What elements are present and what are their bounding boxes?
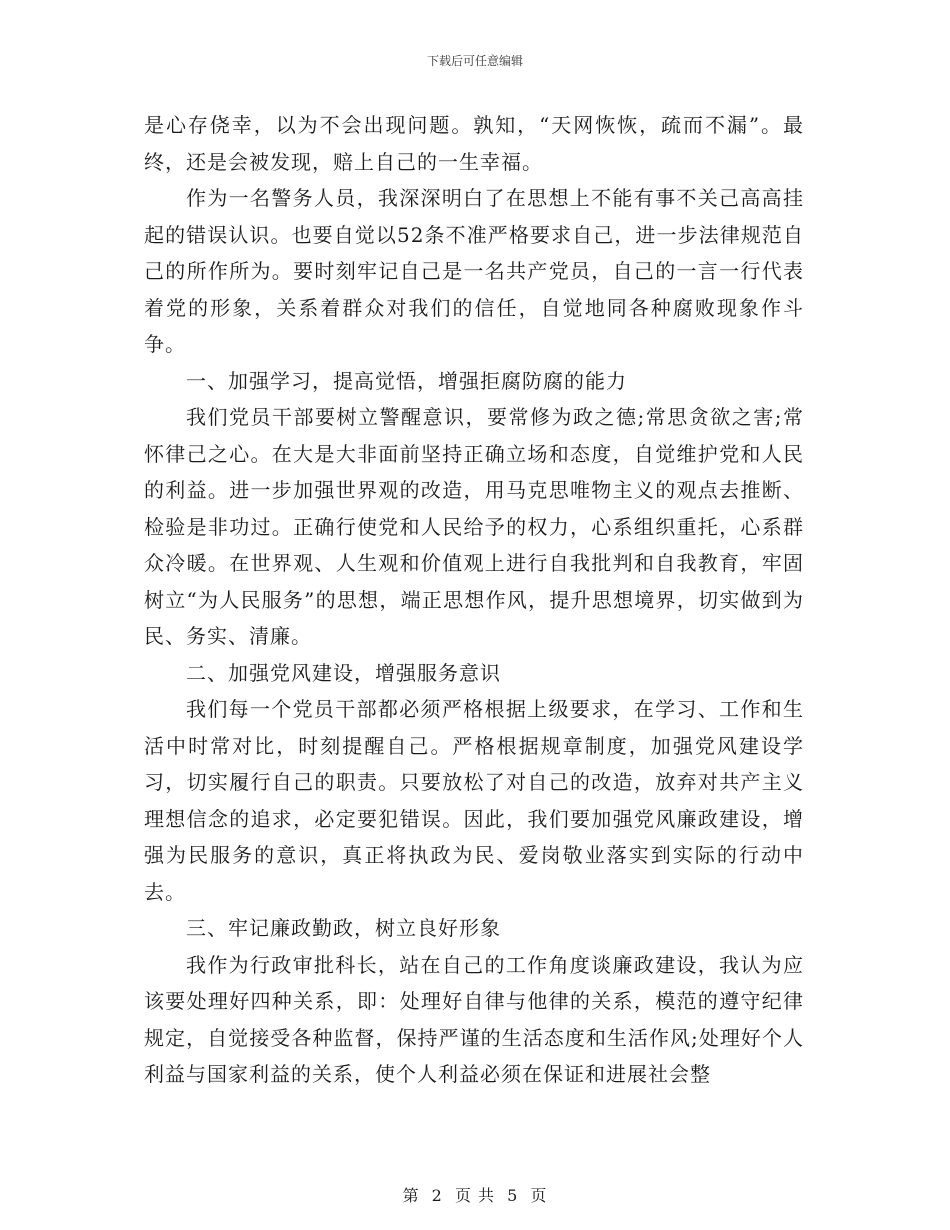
page-label-mid: 页 共: [454, 1186, 496, 1205]
page-header-note: 下载后可任意编辑: [426, 54, 523, 68]
page-footer: [0, 1183, 950, 1206]
section-heading-1: 一、加强学习，提高觉悟，增强拒腐防腐的能力: [186, 368, 627, 393]
page-label-prefix: 第: [402, 1186, 420, 1205]
page-current: 2: [431, 1186, 443, 1205]
paragraph: 我们每一个党员干部都必须严格根据上级要求，在学习、工作和生活中时常对比，时刻提醒自己。严格根据规章制度，加强党风建设学习，切实履行自己的职责。只要放松了对自己的改造，放弃对共产主义理想信念的追求，必定要犯错误。因此，我们要加强党风廉政建设，增强为民服务的意识，真正将执政为民、爱岗敬业落实到实际的行动中去。: [144, 697, 804, 904]
paragraph: 作为一名警务人员，我深深明白了在思想上不能有事不关己高高挂起的错误认识。也要自觉以52条不准严格要求自己，进一步法律规范自己的所作所为。要时刻牢记自己是一名共产党员，自己的一言一行代表着党的形象，关系着群众对我们的信任，自觉地同各种腐败现象作斗争。: [144, 186, 804, 356]
page-label-suffix: 页: [530, 1186, 548, 1205]
document-body: [144, 107, 804, 1093]
paragraph: 我们党员干部要树立警醒意识，要常修为政之德;常思贪欲之害;常怀律己之心。在大是大非面前坚持正确立场和态度，自觉维护党和人民的利益。进一步加强世界观的改造，用马克思唯物主义的观点去推断、检验是非功过。正确行使党和人民给予的权力，心系组织重托，心系群众冷暖。在世界观、人生观和价值观上进行自我批判和自我教育，牢固树立“为人民服务”的思想，端正思想作风，提升思想境界，切实做到为民、务实、清廉。: [144, 405, 804, 648]
paragraph-continuation: 是心存侥幸，以为不会出现问题。孰知，“天网恢恢，疏而不漏”。最终，还是会被发现，赔上自己的一生幸福。: [144, 113, 804, 174]
section-heading-3: 三、牢记廉政勤政，树立良好形象: [186, 916, 501, 940]
paragraph: 我作为行政审批科长，站在自己的工作角度谈廉政建设，我认为应该要处理好四种关系，即：处理好自律与他律的关系，模范的遵守纪律规定，自觉接受各种监督，保持严谨的生活态度和生活作风;处理好个人利益与国家利益的关系，使个人利益必须在保证和进展社会整: [144, 952, 804, 1086]
page-total: 5: [507, 1186, 519, 1205]
section-heading-2: 二、加强党风建设，增强服务意识: [186, 660, 501, 685]
